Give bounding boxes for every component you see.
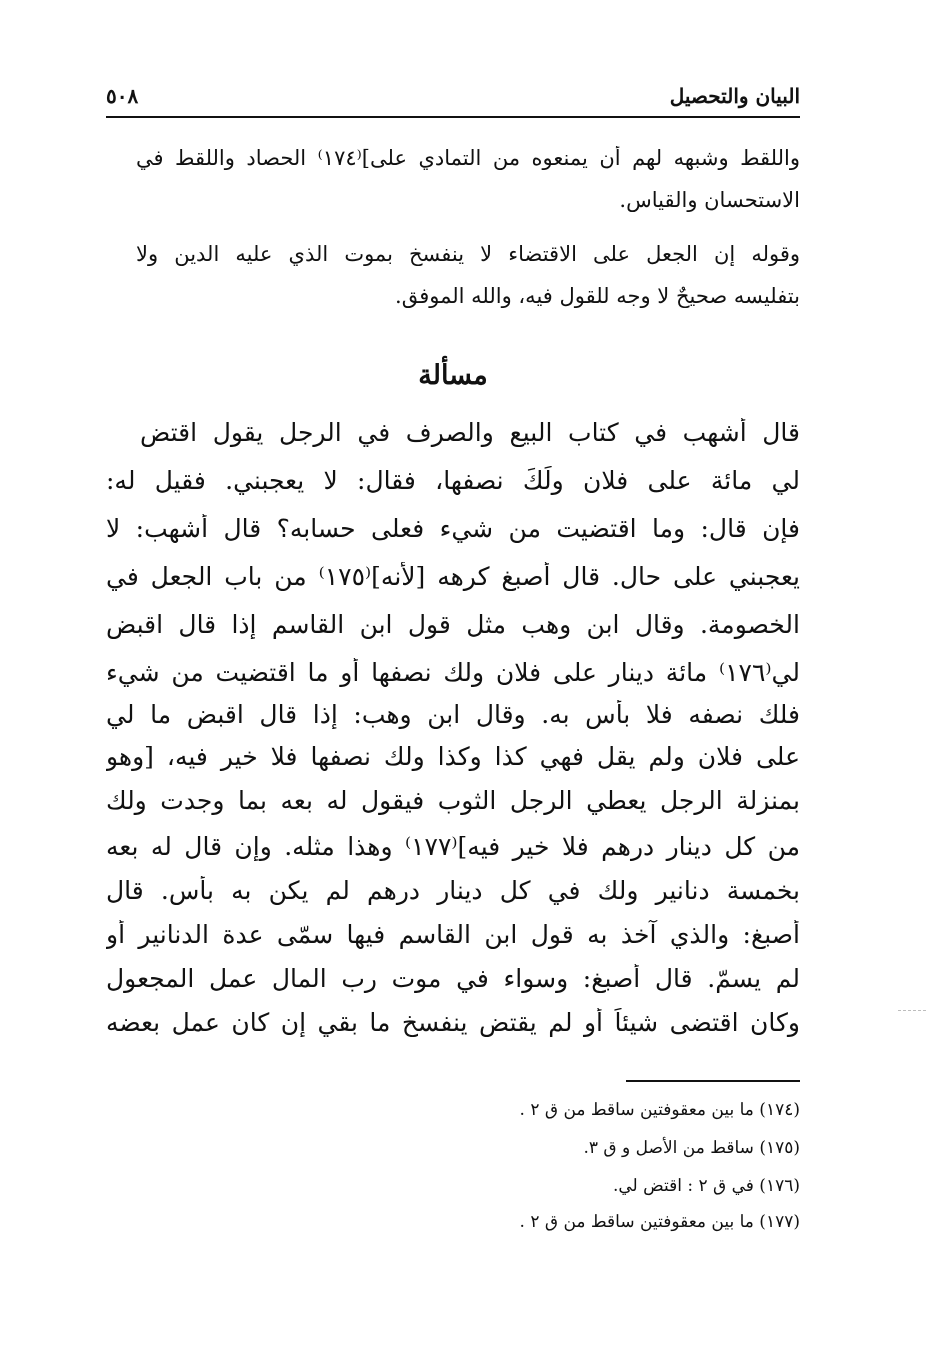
section-heading: مسألة [418,360,488,391]
body-line: فإن قال: وما اقتضيت من شيء فعلى حسابه؟ قال أشهب: لا [106,514,800,543]
body-line: يعجبني على حال. قال أصبغ كرهه [لأنه]⁽١٧٥⁾ من باب الجعل في [106,562,800,591]
body-line: وكان اقتضى شيئاً أو لم يقتض ينفسخ ما بقي إن كان عمل بعضه [106,1008,800,1037]
body-line: لي مائة على فلان ولَكَ نصفها، فقال: لا يعجبني. فقيل له: [106,466,800,495]
running-title: البيان والتحصيل [669,84,800,108]
body-line: أصبغ: والذي آخذ به قول ابن القاسم فيها سمّى عدة الدنانير أو [106,920,800,949]
body-line: من كل دينار درهم فلا خير فيه]⁽١٧٧⁾ وهذا مثله. وإن قال له بعه [106,832,800,861]
body-line: الخصومة. وقال ابن وهب مثل قول ابن القاسم إذا قال اقبض [106,610,800,639]
body-line: بمنزلة الرجل يعطي الرجل الثوب فيقول له بعه بما وجدت ولك [106,786,800,815]
intro-line: الاستحسان والقياس. [619,188,800,212]
body-line: فلك نصفه فلا بأس به. وقال ابن وهب: إذا قال اقبض ما لي [106,700,800,729]
body-line: قال أشهب في كتاب البيع والصرف في الرجل يقول اقتض [140,418,800,447]
footnote: (١٧٦) في ق ٢ : اقتض لي. [612,1176,800,1196]
footnote: (١٧٤) ما بين معقوفتين ساقط من ق ٢ . [519,1100,800,1120]
footnote-separator [626,1080,800,1082]
body-line: لم يسمّ. قال أصبغ: وسواء في موت رب المال عمل المجعول [106,964,800,993]
intro-line: بتفليسه صحيحٌ لا وجه للقول فيه، والله الموفق. [395,284,800,308]
body-line: لي⁽١٧٦⁾ مائة دينار على فلان ولك نصفها أو ما اقتضيت من شيء [106,658,800,687]
scan-edge-mark [898,1010,926,1011]
page-number: ٥٠٨ [106,84,139,108]
running-header [106,84,800,114]
body-line: بخمسة دنانير ولك في كل دينار درهم لم يكن به بأس. قال [106,876,800,905]
body-line: على فلان ولم يقل فهي كذا وكذا ولك نصفها فلا خير فيه، [وهو [106,742,800,771]
intro-line: وقوله إن الجعل على الاقتضاء لا ينفسخ بموت الذي عليه الدين ولا [136,242,800,266]
footnote: (١٧٧) ما بين معقوفتين ساقط من ق ٢ . [519,1212,800,1232]
header-rule [106,116,800,118]
footnote: (١٧٥) ساقط من الأصل و ق ٣. [583,1138,800,1158]
intro-line: واللقط وشبهه لهم أن يمنعوه من التمادي على]⁽١٧٤⁾ الحصاد واللقط في [136,146,800,170]
